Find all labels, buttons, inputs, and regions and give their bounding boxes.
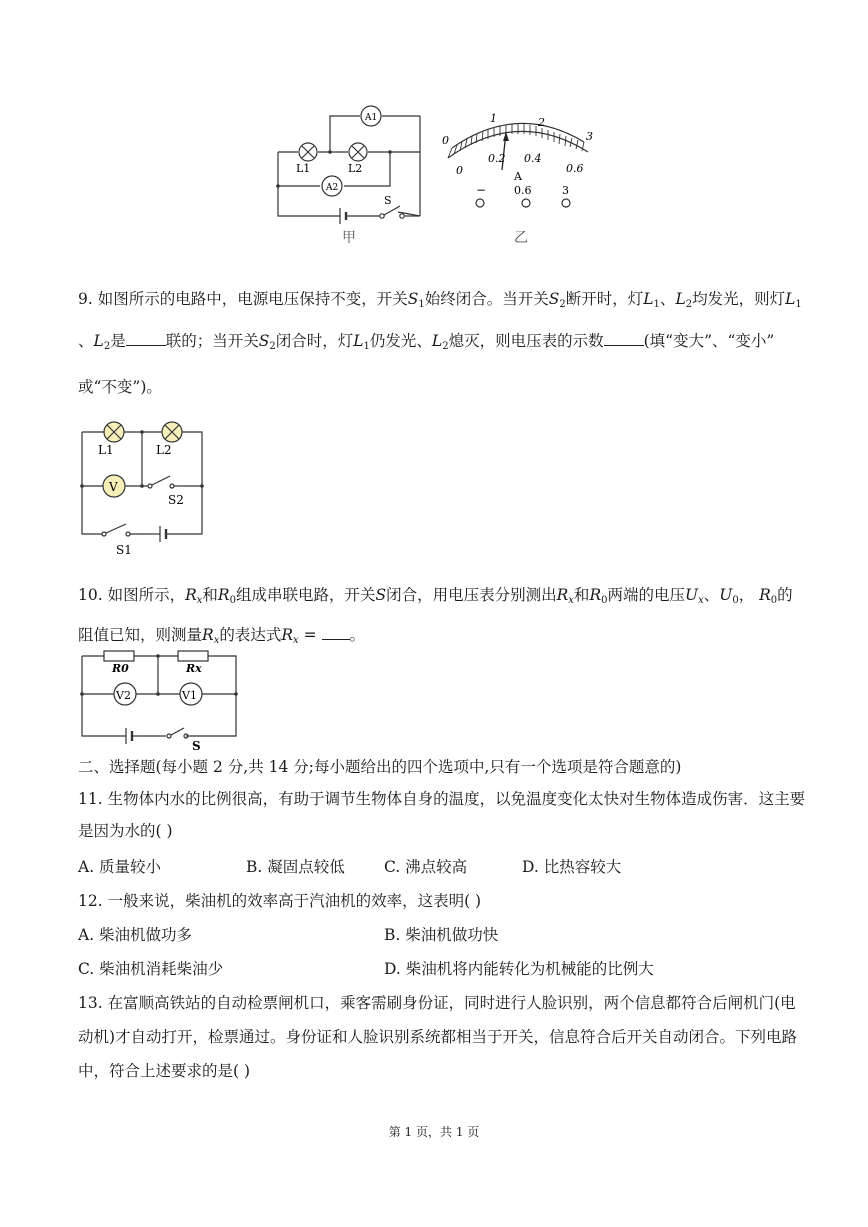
q12-option-c[interactable]: C. 柴油机消耗柴油少 (78, 960, 224, 978)
scale-bottom-2: 0.4 (524, 152, 542, 165)
scale-bottom-0: 0 (456, 164, 463, 177)
scale-bottom-1: 0.2 (488, 152, 506, 165)
scale-top-1: 1 (490, 112, 497, 125)
q12-line-1: 12. 一般来说，柴油机的效率高于汽油机的效率，这表明( ) (78, 892, 482, 910)
lamp-l2-label: L2 (156, 443, 172, 457)
q9-line-2: 、$L_2$是 联的；当开关$S_2$闭合时，灯$L_1$仍发光、$L_2$熄灭，则电压表的示数 (填“变大”、“变小” (78, 332, 775, 352)
terminal-06: 0.6 (514, 184, 532, 197)
figure-q10 (76, 648, 246, 752)
switch-s1-label: S1 (116, 543, 132, 557)
voltmeter-v2-label: V2 (116, 689, 131, 702)
voltmeter-v-label: V (109, 480, 118, 494)
switch-s-label: S (384, 194, 392, 207)
q11-line-2: 是因为水的( ) (78, 822, 173, 840)
q10-line-1: 10. 如图所示，$R_x$和$R_0$组成串联电路，开关S闭合，用电压表分别测出$R_x$和$R_0$两端的电压$U_x$、$U_0$， $R_0$的 (78, 586, 793, 606)
q11-option-c[interactable]: C. 沸点较高 (384, 858, 468, 876)
q9-line-3: 或“不变”)。 (78, 378, 162, 396)
scale-top-0: 0 (442, 134, 449, 147)
q9-line-1: 9. 如图所示的电路中，电源电压保持不变，开关$S_1$始终闭合。当开关$S_2$断开时，灯$L_1$、$L_2$均发光，则灯$L_1$ (78, 290, 802, 310)
voltmeter-v1-label: V1 (182, 689, 197, 702)
lamp-l2-label: L2 (348, 162, 363, 175)
q12-option-a[interactable]: A. 柴油机做功多 (78, 926, 193, 944)
q11-option-d[interactable]: D. 比热容较大 (522, 858, 622, 876)
caption-jia: 甲 (342, 230, 356, 246)
terminal-minus: − (476, 183, 487, 197)
q12-option-d[interactable]: D. 柴油机将内能转化为机械能的比例大 (384, 960, 654, 978)
lamp-l1-label: L1 (98, 443, 114, 457)
switch-s2-label: S2 (168, 493, 184, 507)
page-footer: 第 1 页，共 1 页 (388, 1125, 480, 1139)
scale-top-3: 3 (586, 130, 593, 143)
terminal-3: 3 (562, 184, 569, 197)
figure-q9 (76, 416, 212, 566)
rx-label: Rx (186, 662, 202, 675)
ammeter-a2-label: A2 (326, 183, 339, 193)
ammeter-a1-label: A1 (365, 113, 378, 123)
q11-line-1: 11. 生物体内水的比例很高，有助于调节生物体自身的温度，以免温度变化太快对生物体造成伤害．这主要 (78, 790, 806, 808)
q12-option-b[interactable]: B. 柴油机做功快 (384, 926, 499, 944)
q13-line-2: 动机)才自动打开，检票通过。身份证和人脸识别系统都相当于开关，信息符合后开关自动闭合。下列电路 (78, 1028, 798, 1046)
q11-option-b[interactable]: B. 凝固点较低 (246, 858, 345, 876)
q13-line-3: 中，符合上述要求的是( ) (78, 1062, 251, 1080)
figure-q8 (270, 100, 610, 250)
section-2-heading: 二、选择题(每小题 2 分,共 14 分;每小题给出的四个选项中,只有一个选项是符合题意的) (78, 758, 682, 776)
q13-line-1: 13. 在富顺高铁站的自动检票闸机口，乘客需刷身份证，同时进行人脸识别，两个信息都符合后闸机门(电 (78, 994, 796, 1012)
scale-top-2: 2 (538, 116, 545, 129)
r0-label: R0 (112, 662, 129, 675)
lamp-l1-label: L1 (296, 162, 311, 175)
switch-s-label: S (192, 739, 201, 752)
caption-yi: 乙 (514, 230, 528, 246)
scale-bottom-3: 0.6 (566, 162, 584, 175)
q10-line-2: 阻值已知，则测量$R_x$的表达式$R_x$ = 。 (78, 626, 366, 646)
dial-unit: A (514, 170, 522, 183)
q11-option-a[interactable]: A. 质量较小 (78, 858, 162, 876)
